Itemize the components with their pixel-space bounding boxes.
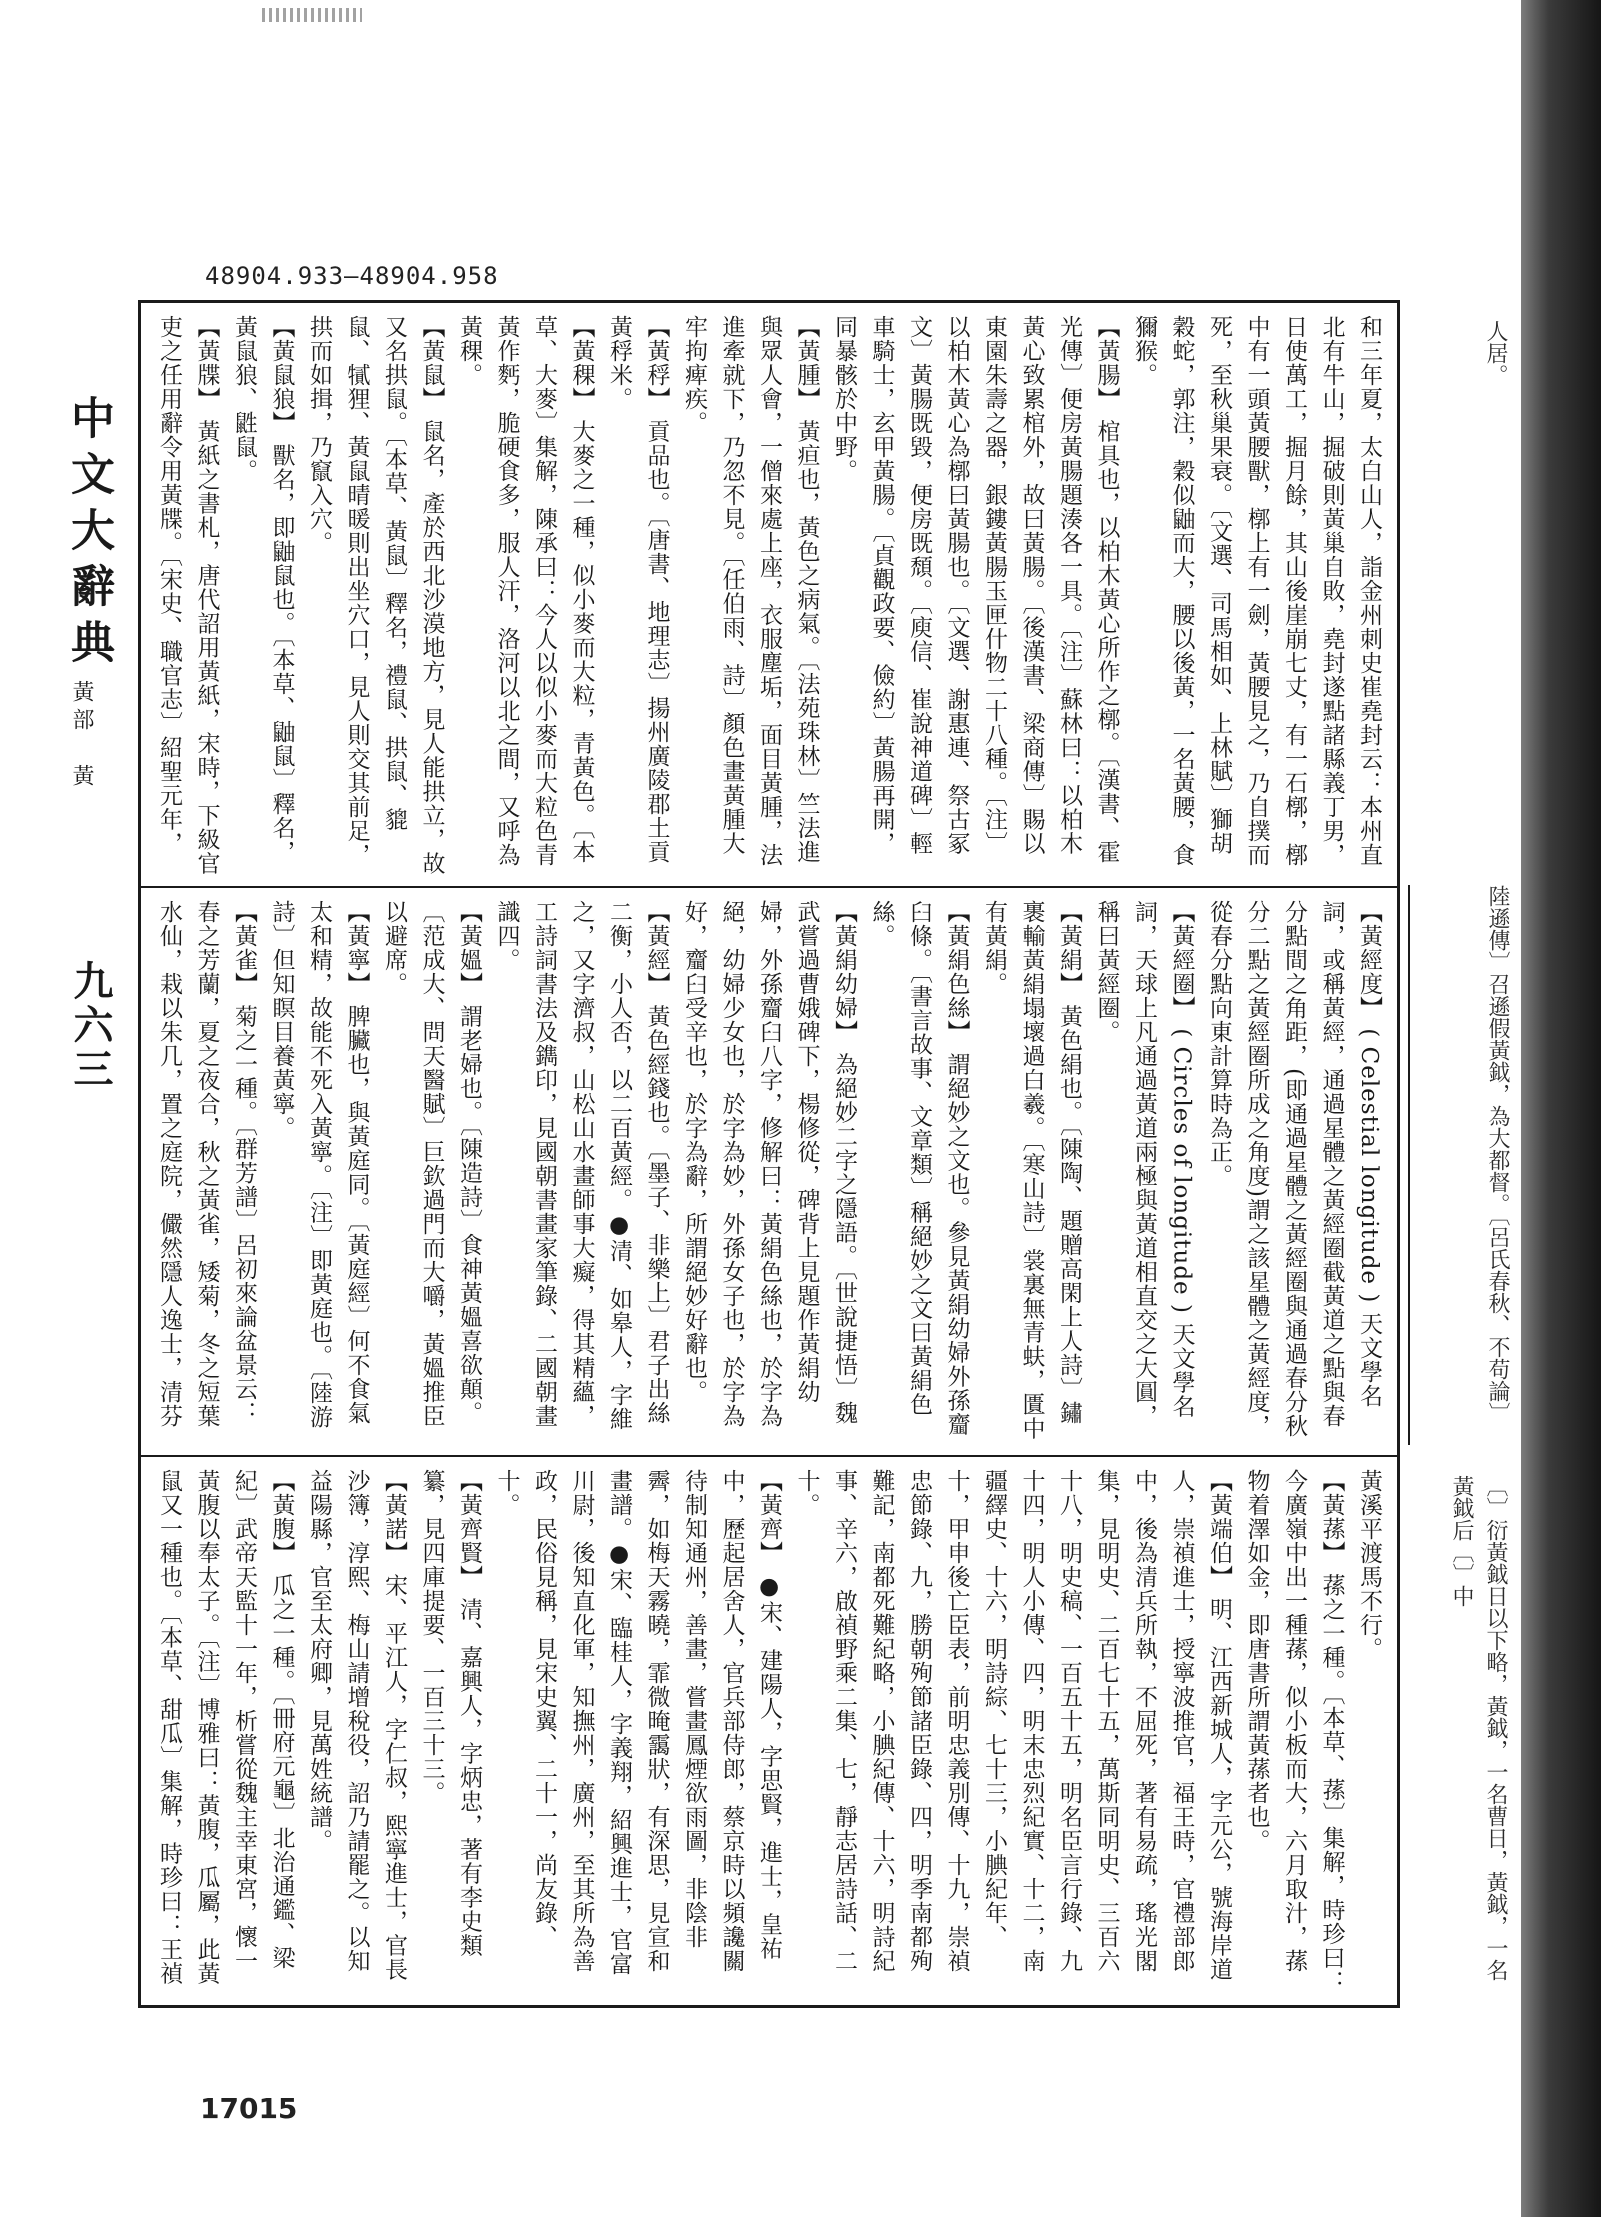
scan-edge: [1521, 0, 1601, 2217]
entry: 【黃齊】 ●宋、建陽人，字思賢，進士，皇祐中，歷起居舍人，官兵部侍郎，蔡京時以頻讒關待制知通州，善畫，嘗畫鳳煙欲雨圖，非陰非霽，如梅天霧曉，霏微晻靄狀，有深思，見宣和畫譜。●宋、臨桂人，字義翔，紹興進士，官富川尉，後知直化軍，知撫州，廣州，至其所為善政，民俗見稱，見宋史翼、二十一，尚友錄、十。: [493, 1469, 782, 1976]
entry: 【黃腫】 黃疸也，黃色之病氣。〔法苑珠林〕竺法進與眾人會，一僧來處上座，衣服塵垢，面目黃腫，法進牽就下，乃忽不見。〔任伯雨、詩〕顏色畫黃腫大牢拘痺疾。: [681, 315, 820, 867]
tier-top-text: [151, 315, 1387, 876]
tier-middle-text: [151, 900, 1387, 1445]
adjacent-text: 人居。: [1483, 320, 1508, 386]
entry: 【黃諾】 宋、平江人，字仁叔，熙寧進士，官長沙簿，淳熙、梅山請增稅役，詔乃請罷之。以知益陽縣，官至太府卿，見萬姓統譜。: [306, 1469, 407, 1982]
entry: 【黃經圈】 ( Circles of longitude ) 天文學名詞，天球上凡通過黃道兩極與黃道相直交之大圓，稱曰黃經圈。: [1093, 900, 1195, 1428]
entry: 黃溪平渡馬不行。: [1356, 1469, 1382, 1661]
page-number-cjk: 九六三: [67, 960, 114, 1092]
tier-top: [141, 303, 1397, 888]
tier-bottom: [141, 1457, 1397, 2005]
entry: 【黃端伯】 明、江西新城人，字元公，號海岸道人，崇禎進士，授寧波推官，福王時，官禮部郎中，後為清兵所執，不屈死，著有易疏，瑤光閣集，見明史、二百七十五，萬斯同明史、三百六十八，明史稿、一百五十五，明名臣言行錄、九十四，明人小傳、四，明末忠烈紀實、十二，南疆繹史、十六，明詩綜、七十三，小腆紀年、十，甲申後亡臣表，前明忠義別傳、十九，崇禎忠節錄、九，勝朝殉節諸臣錄、四，明季南都殉難記，南都死難紀略，小腆紀傳、十六，明詩紀事、辛六，啟禎野乘二集、七，靜志居詩話、二十。: [793, 1469, 1232, 1982]
section-label: 黃部 黃: [69, 680, 94, 792]
entry: 【黃經】 黃色經錢也。〔墨子、非樂上〕君子出絲二衡，小人否，以二百黃經。●清、如皋人，字維之，又字濟叔，山松山水畫師事大癡，得其精蘊，工詩詞書法及鐫印，見國朝書畫家筆錄、二國朝畫識四。: [493, 900, 670, 1431]
entry: 【黃稃】 貢品也。〔唐書、地理志〕揚州廣陵郡土貢黃稃米。: [606, 315, 670, 864]
entry: 【黃鼠狼】 獸名，即鼬鼠也。〔本草、鼬鼠〕釋名，黃鼠狼、鼪鼠。: [231, 315, 295, 864]
book-title: 中文大辭典: [63, 395, 114, 675]
entry: 【黃腹】 瓜之一種。〔冊府元龜〕北治通鑑、梁紀〕武帝天監十一年，析嘗從魏主幸東宮，懷一黃腹以奉太子。〔注〕博雅曰：黃腹，瓜屬，此黃鼠又一種也。〔本草、甜瓜〕集解，時珍曰：王禎: [156, 1469, 295, 1986]
tier-bottom-text: [151, 1469, 1387, 1995]
entry: 【黃鼠】 鼠名，產於西北沙漠地方，見人能拱立，故又名拱鼠。〔本草、黃鼠〕釋名，禮鼠、拱鼠、貔鼠、㹑狸、黃鼠晴暖則出坐穴口，見人則交其前足，拱而如揖，乃竄入穴。: [306, 315, 445, 876]
entry: 【黃齊賢】 清、嘉興人，字炳忠，著有李史類纂，見四庫提要、一百三十三。: [418, 1469, 482, 1958]
entry: 【黃腸】 棺具也，以柏木黃心所作之槨。〔漢書、霍光傳〕便房黃腸題湊各一具。〔注〕蘇林曰：以柏木黃心致累棺外，故曰黃腸。〔後漢書、梁商傳〕賜以東園朱壽之器，銀鏤黃腸玉匣什物二十八種。〔注〕以柏木黃心為槨曰黃腸也。〔文選、謝惠連、祭古冢文〕黃腸既毀，便房既頹。〔庾信、崔說神道碑〕輕車騎士，玄甲黃腸。〔貞觀政要、儉約〕黃腸再開，同暴骸於中野。: [831, 315, 1120, 864]
entry-range: 48904.933—48904.958: [205, 262, 499, 290]
adjacent-text: 〔〕衍黃鉞日以下略，黃鉞，一名曹日，黃鉞，一名黃鉞后〔〕中: [1449, 1475, 1508, 1981]
adjacent-page-strip: [1404, 300, 1516, 2008]
entry: 【黃絹色絲】 謂絕妙之文也。參見黃絹幼婦外孫齏臼條。〔書言故事、文章類〕稱絕妙之文曰黃絹色絲。: [868, 900, 970, 1437]
adjacent-text: 陸遜傳〕召遜假黃鉞，為大都督。〔呂氏春秋、不苟論〕: [1408, 885, 1514, 1445]
entry: 【黃絹】 黃色絹也。〔陳陶、題贈高閑上人詩〕鏽裹輸黃絹塌壞過白羲。〔寒山詩〕裳裏無青蚨，匱中有黃絹。: [981, 900, 1082, 1441]
entry: 【黃寧】 脾臟也，與黃庭同。〔黃庭經〕何不食氣太和精，故能不死入黃寧。〔注〕即黃庭也。〔陸游詩〕但知瞑目養黃寧。: [268, 900, 370, 1429]
scan-artifact: [262, 8, 362, 22]
entry: 【黃稞】 大麥之一種，似小麥而大粒，青黃色。〔本草、大麥〕集解，陳承曰：今人以似小麥而大粒色青黃作麫，脆硬食多，服人汗，洛河以北之間，又呼為黃稞。: [456, 315, 595, 867]
tier-middle: [141, 888, 1397, 1457]
entry: 【黃雀】 菊之一種。〔群芳譜〕呂初來論盆景云：春之芳蘭，夏之夜合，秋之黃雀，矮菊，冬之短葉水仙，栽以朱几，置之庭院，儼然隱人逸士，清芬: [156, 900, 257, 1428]
dictionary-frame: [138, 300, 1400, 2008]
entry: 和三年夏，太白山人，詣金州刺史崔堯封云：本州直北有牛山，掘破則黃巢自敗，堯封遂點諸縣義丁男，日使萬工，掘月餘，其山後崖崩七丈，有一石槨，槨中有一頭黃腰獸，槨上有一劍，黃腰見之，乃自撲而死，至秋巢果衰。〔文選、司馬相如、上林賦〕獅胡穀蛇，郭注，穀似鼬而大，腰以後黃，一名黃腰，食獮猴。: [1131, 315, 1382, 867]
page-number: 17015: [200, 2092, 298, 2125]
entry: 【黃蓀】 蓀之一種。〔本草、蓀〕集解，時珍曰：今廣嶺中出一種蓀，似小板而大，六月取汁，蓀物着澤如金，即唐書所謂黃蓀者也。: [1243, 1469, 1345, 1994]
entry: 【黃媼】 謂老婦也。〔陳造詩〕食神黃媼喜欲顛。〔范成大、問天醫賦〕巨欽過門而大嚼，黃媼推臣以避席。: [381, 900, 482, 1428]
entry: 【黃經度】 ( Celestial longitude ) 天文學名詞，或稱黃經，通過星體之黃經圈截黃道之點與春分點間之角距，(即通過星體之黃經圈與通過春分秋分二點之黃經圈所成之角度)謂之該星體之黃經度，從春分點向東計算時為正。: [1206, 900, 1382, 1438]
entry: 【黃牒】 黃紙之書札，唐代詔用黃紙，宋時，下級官吏之任用辭令用黃牒。〔宋史、職官志〕紹聖元年，: [156, 315, 220, 876]
entry: 【黃絹幼婦】 為絕妙二字之隱語。〔世說捷悟〕魏武嘗過曹娥碑下，楊修從，碑背上見題作黃絹幼婦，外孫齏臼八字，修解曰：黃絹色絲也，於字為絕，幼婦少女也，於字為妙，外孫女子也，於字為好，齏臼受辛也，於字為辭，所謂絕妙好辭也。: [681, 900, 857, 1428]
